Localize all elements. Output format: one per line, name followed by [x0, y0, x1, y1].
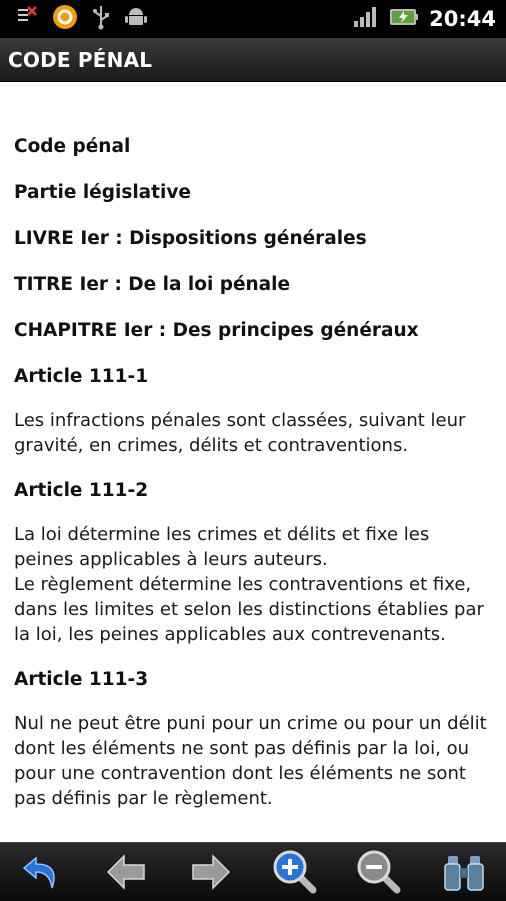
back-arrow-icon — [104, 852, 148, 892]
orange-circle-icon — [52, 4, 78, 34]
forward-button[interactable] — [181, 845, 241, 899]
article-paragraph — [14, 522, 492, 647]
binoculars-search-icon — [442, 850, 486, 894]
bottom-toolbar — [0, 842, 506, 901]
search-button[interactable] — [434, 845, 494, 899]
article-text: La loi détermine les crimes et délits et fixe les peines applicables à leurs auteurs. — [14, 524, 430, 570]
status-bar-time: 20:44 — [429, 7, 496, 31]
zoom-out-button[interactable] — [349, 845, 409, 899]
article-paragraph — [14, 711, 492, 811]
article-paragraph — [14, 408, 492, 458]
battery-charging-icon — [389, 6, 419, 32]
zoom-out-icon — [355, 848, 403, 896]
document-content[interactable] — [0, 83, 506, 842]
usb-icon — [92, 4, 110, 34]
article-title: Article 111-1 — [14, 366, 149, 387]
notification-x-icon — [16, 6, 38, 32]
forward-arrow-icon — [189, 852, 233, 892]
zoom-in-icon — [271, 848, 319, 896]
android-debug-icon — [124, 5, 148, 33]
back-button[interactable] — [96, 845, 156, 899]
zoom-in-button[interactable] — [265, 845, 325, 899]
article-title: Article 111-3 — [14, 669, 149, 690]
article-text: Les infractions pénales sont classées, suivant leur gravité, en crimes, délits et contraventions. — [14, 410, 466, 456]
return-button[interactable] — [12, 845, 72, 899]
heading-code: Code pénal — [14, 136, 131, 157]
article-title: Article 111-2 — [14, 480, 149, 501]
article-text: Le règlement détermine les contraventions et fixe, dans les limites et selon les distinctions établies par la loi, les peines applicables aux contrevenants. — [14, 574, 484, 645]
page-title: CODE PÉNAL — [8, 47, 153, 72]
status-bar — [0, 0, 506, 38]
heading-chapitre: CHAPITRE Ier : Des principes généraux — [14, 320, 419, 341]
status-bar-notifications — [0, 4, 148, 34]
heading-titre: TITRE Ier : De la loi pénale — [14, 274, 291, 295]
article-text: Nul ne peut être puni pour un crime ou pour un délit dont les éléments ne sont pas définis par la loi, ou pour une contravention dont les éléments ne sont pas définis par le règlement. — [14, 713, 487, 809]
heading-partie: Partie législative — [14, 182, 191, 203]
status-bar-system — [353, 5, 506, 33]
title-bar — [0, 38, 506, 82]
return-icon — [20, 850, 64, 894]
heading-livre: LIVRE Ier : Dispositions générales — [14, 228, 367, 249]
signal-icon — [353, 5, 379, 33]
